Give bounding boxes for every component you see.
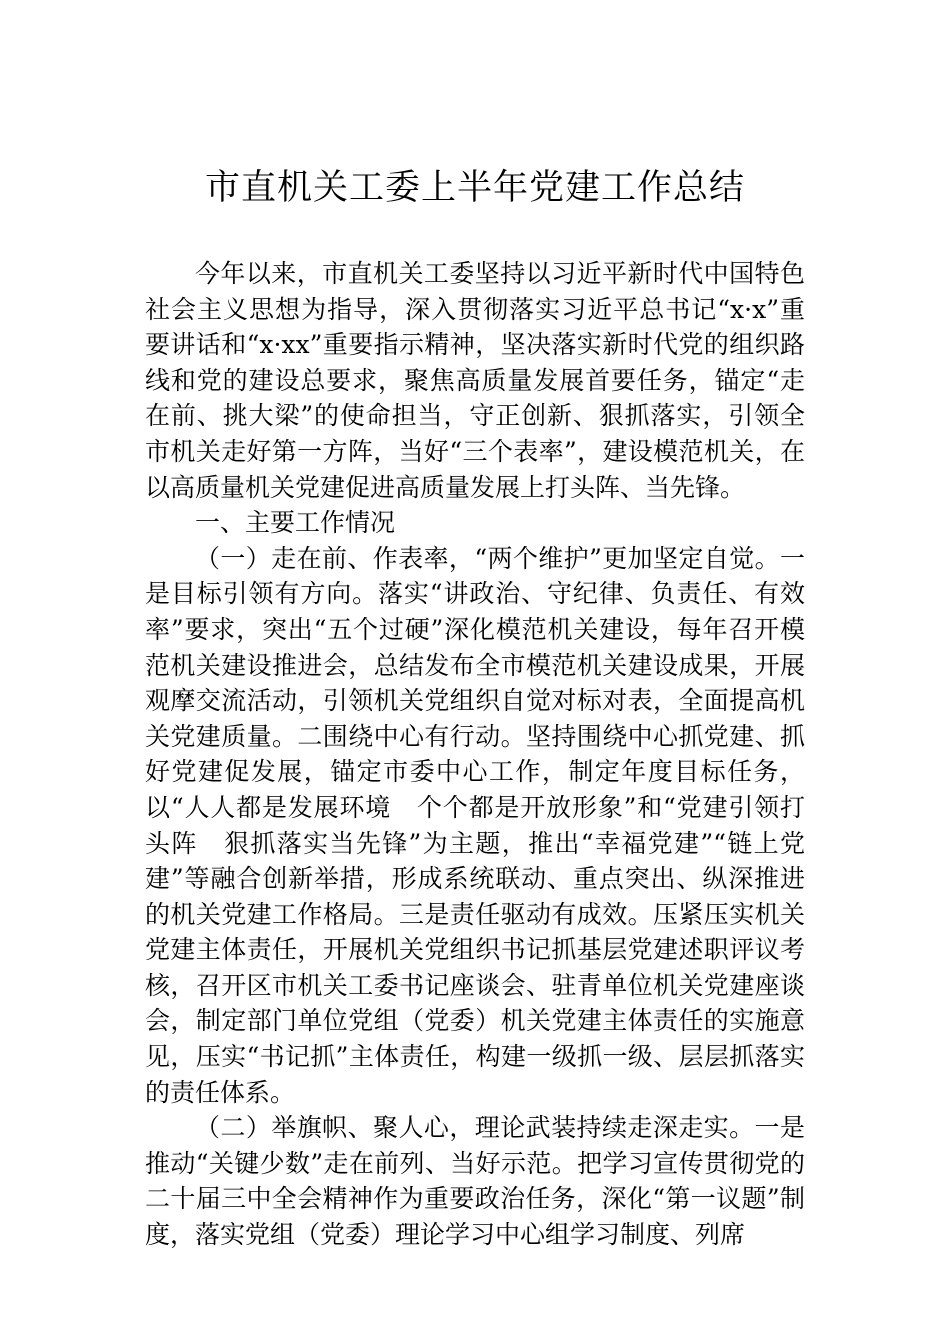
document-body xyxy=(145,256,805,1253)
intro-paragraph: 今年以来，市直机关工委坚持以习近平新时代中国特色社会主义思想为指导，深入贯彻落实习近平总书记“x·x”重要讲话和“x·xx”重要指示精神，坚决落实新时代党的组织路线和党的建设总要求，聚焦高质量发展首要任务，锚定“走在前、挑大梁”的使命担当，守正创新、狠抓落实，引领全市机关走好第一方阵，当好“三个表率”，建设模范机关，在以高质量机关党建促进高质量发展上打头阵、当先锋。 xyxy=(145,259,805,502)
subsection-paragraph-2: （二）举旗帜、聚人心，理论武装持续走深走实。一是推动“关键少数”走在前列、当好示范。把学习宣传贯彻党的二十届三中全会精神作为重要政治任务，深化“第一议题”制度，落实党组（党委）理论学习中心组学习制度、列席 xyxy=(145,1113,805,1250)
subsection-paragraph-1: （一）走在前、作表率，“两个维护”更加坚定自觉。一是目标引领有方向。落实“讲政治、守纪律、负责任、有效率”要求，突出“五个过硬”深化模范机关建设，每年召开模范机关建设推进会，总结发布全市模范机关建设成果，开展观摩交流活动，引领机关党组织自觉对标对表，全面提高机关党建质量。二围绕中心有行动。坚持围绕中心抓党建、抓好党建促发展，锚定市委中心工作，制定年度目标任务，以“人人都是发展环境 个个都是开放形象”和“党建引领打头阵 狠抓落实当先锋”为主题，推出“幸福党建”“链上党建”等融合创新举措，形成系统联动、重点突出、纵深推进的机关党建工作格局。三是责任驱动有成效。压紧压实机关党建主体责任，开展机关党组织书记抓基层党建述职评议考核，召开区市机关工委书记座谈会、驻青单位机关党建座谈会，制定部门单位党组（党委）机关党建主体责任的实施意见，压实“书记抓”主体责任，构建一级抓一级、层层抓落实的责任体系。 xyxy=(145,543,805,1107)
document-title: 市直机关工委上半年党建工作总结 xyxy=(204,168,745,208)
section-heading-main-work: 一、主要工作情况 xyxy=(195,508,396,538)
